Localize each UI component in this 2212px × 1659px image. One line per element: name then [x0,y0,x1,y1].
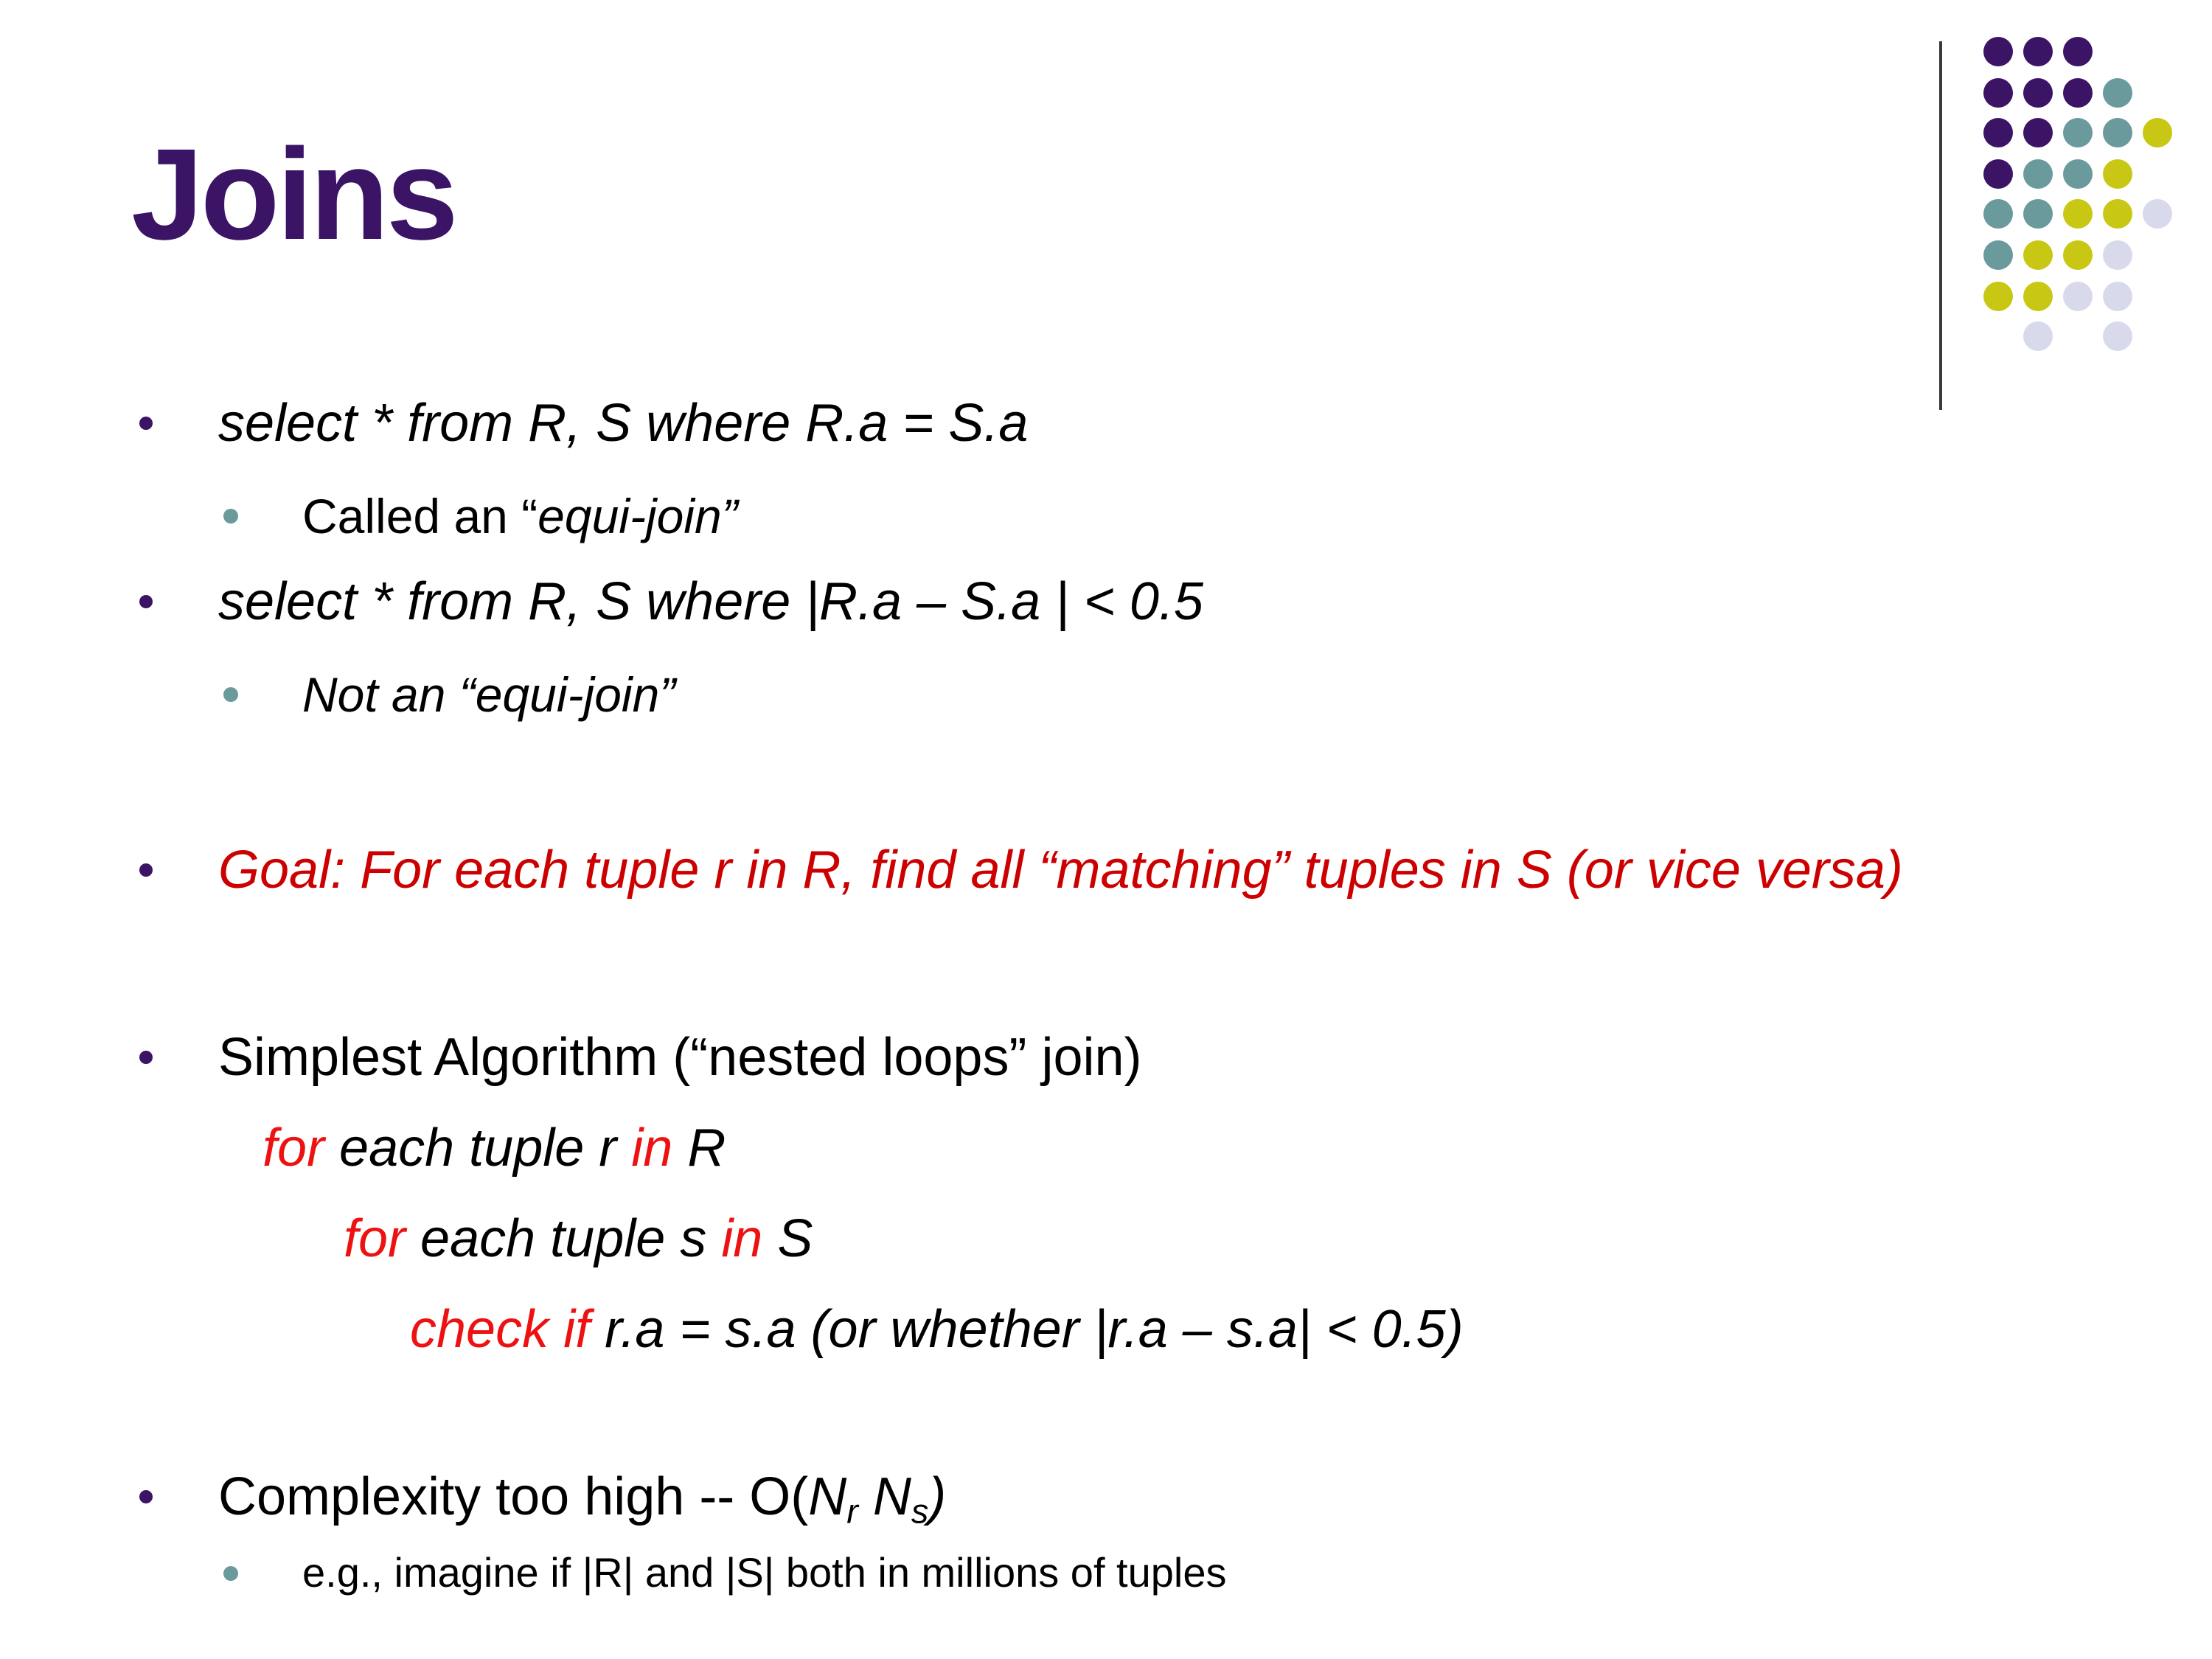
decorative-dot [2103,282,2132,311]
decorative-dot [2063,199,2093,229]
non-equi-join-note: Not an “equi-join” [302,667,676,722]
equi-join-query: select * from R, S where R.a = S.a [218,394,1029,453]
pseudocode-text: each tuple s [406,1209,722,1268]
decorative-dot [1983,78,2013,108]
decorative-dot [2143,199,2172,229]
pseudocode-line-3 [410,1300,1464,1359]
decorative-dot [2103,240,2132,270]
decorative-dot [2063,37,2093,66]
non-equi-join-query: select * from R, S where |R.a – S.a | < 0.5 [218,572,1203,631]
decorative-dot [2103,78,2132,108]
complexity-statement [218,1467,947,1531]
complexity-n-r: $N_r$ [808,1467,858,1531]
decorative-dot [2023,78,2053,108]
decorative-dot [1983,282,2013,311]
decorative-dot [2023,159,2053,189]
keyword-for: for [344,1209,406,1268]
bullet-dot [139,595,153,608]
decorative-dot [1983,159,2013,189]
decorative-dot [1983,240,2013,270]
decorative-dot [2103,159,2132,189]
decorative-dot [2103,321,2132,351]
keyword-check-if: check if [410,1300,591,1359]
decorative-dot [2023,37,2053,66]
pseudocode-text: each tuple r [324,1119,632,1178]
decorative-dot [1983,118,2013,147]
decorative-dot [2063,118,2093,147]
decorative-dot [2063,282,2093,311]
bullet-dot [139,863,153,877]
pseudocode-text: S [762,1209,813,1268]
decorative-dot [2023,240,2053,270]
bullet-dot [139,1051,153,1064]
complexity-prefix: Complexity too high -- O( [218,1467,809,1526]
decorative-dot [2023,282,2053,311]
complexity-note: e.g., imagine if |R| and |S| both in millions of tuples [302,1549,1227,1596]
bullet-dot [139,417,153,430]
equi-join-note [302,489,738,543]
pseudocode-line-1 [262,1119,726,1178]
keyword-in: in [631,1119,673,1178]
pseudocode-line-2 [344,1209,813,1268]
decorative-dot [2063,159,2093,189]
keyword-for: for [262,1119,325,1178]
decorative-dot [2023,199,2053,229]
keyword-in: in [721,1209,763,1268]
decorative-dot-grid [0,0,2212,442]
goal-statement: Goal: For each tuple r in R, find all “matching” tuples in S (or vice versa) [218,841,1903,900]
pseudocode-text: r.a = s.a (or whether |r.a – s.a| < 0.5) [590,1300,1464,1359]
algorithm-heading: Simplest Algorithm (“nested loops” join) [218,1028,1142,1087]
sub-bullet-dot [223,687,238,702]
sub-bullet-dot [223,1566,238,1581]
bullet-dot [139,1490,153,1503]
complexity-n-s: $N_s$) [872,1467,947,1531]
sub-bullet-dot [223,509,238,524]
decorative-dot [1983,199,2013,229]
slide-title: Joins [131,122,456,267]
decorative-dot [1983,37,2013,66]
equi-join-term: equi-join” [538,489,738,543]
decorative-dot [2143,118,2172,147]
equi-join-note-prefix: Called an “ [302,489,538,543]
decorative-dot [2023,321,2053,351]
decorative-dot [2103,199,2132,229]
decorative-dot [2063,78,2093,108]
decorative-dot [2023,118,2053,147]
pseudocode-text: R [672,1119,726,1178]
decorative-dot [2063,240,2093,270]
decorative-dot [2103,118,2132,147]
